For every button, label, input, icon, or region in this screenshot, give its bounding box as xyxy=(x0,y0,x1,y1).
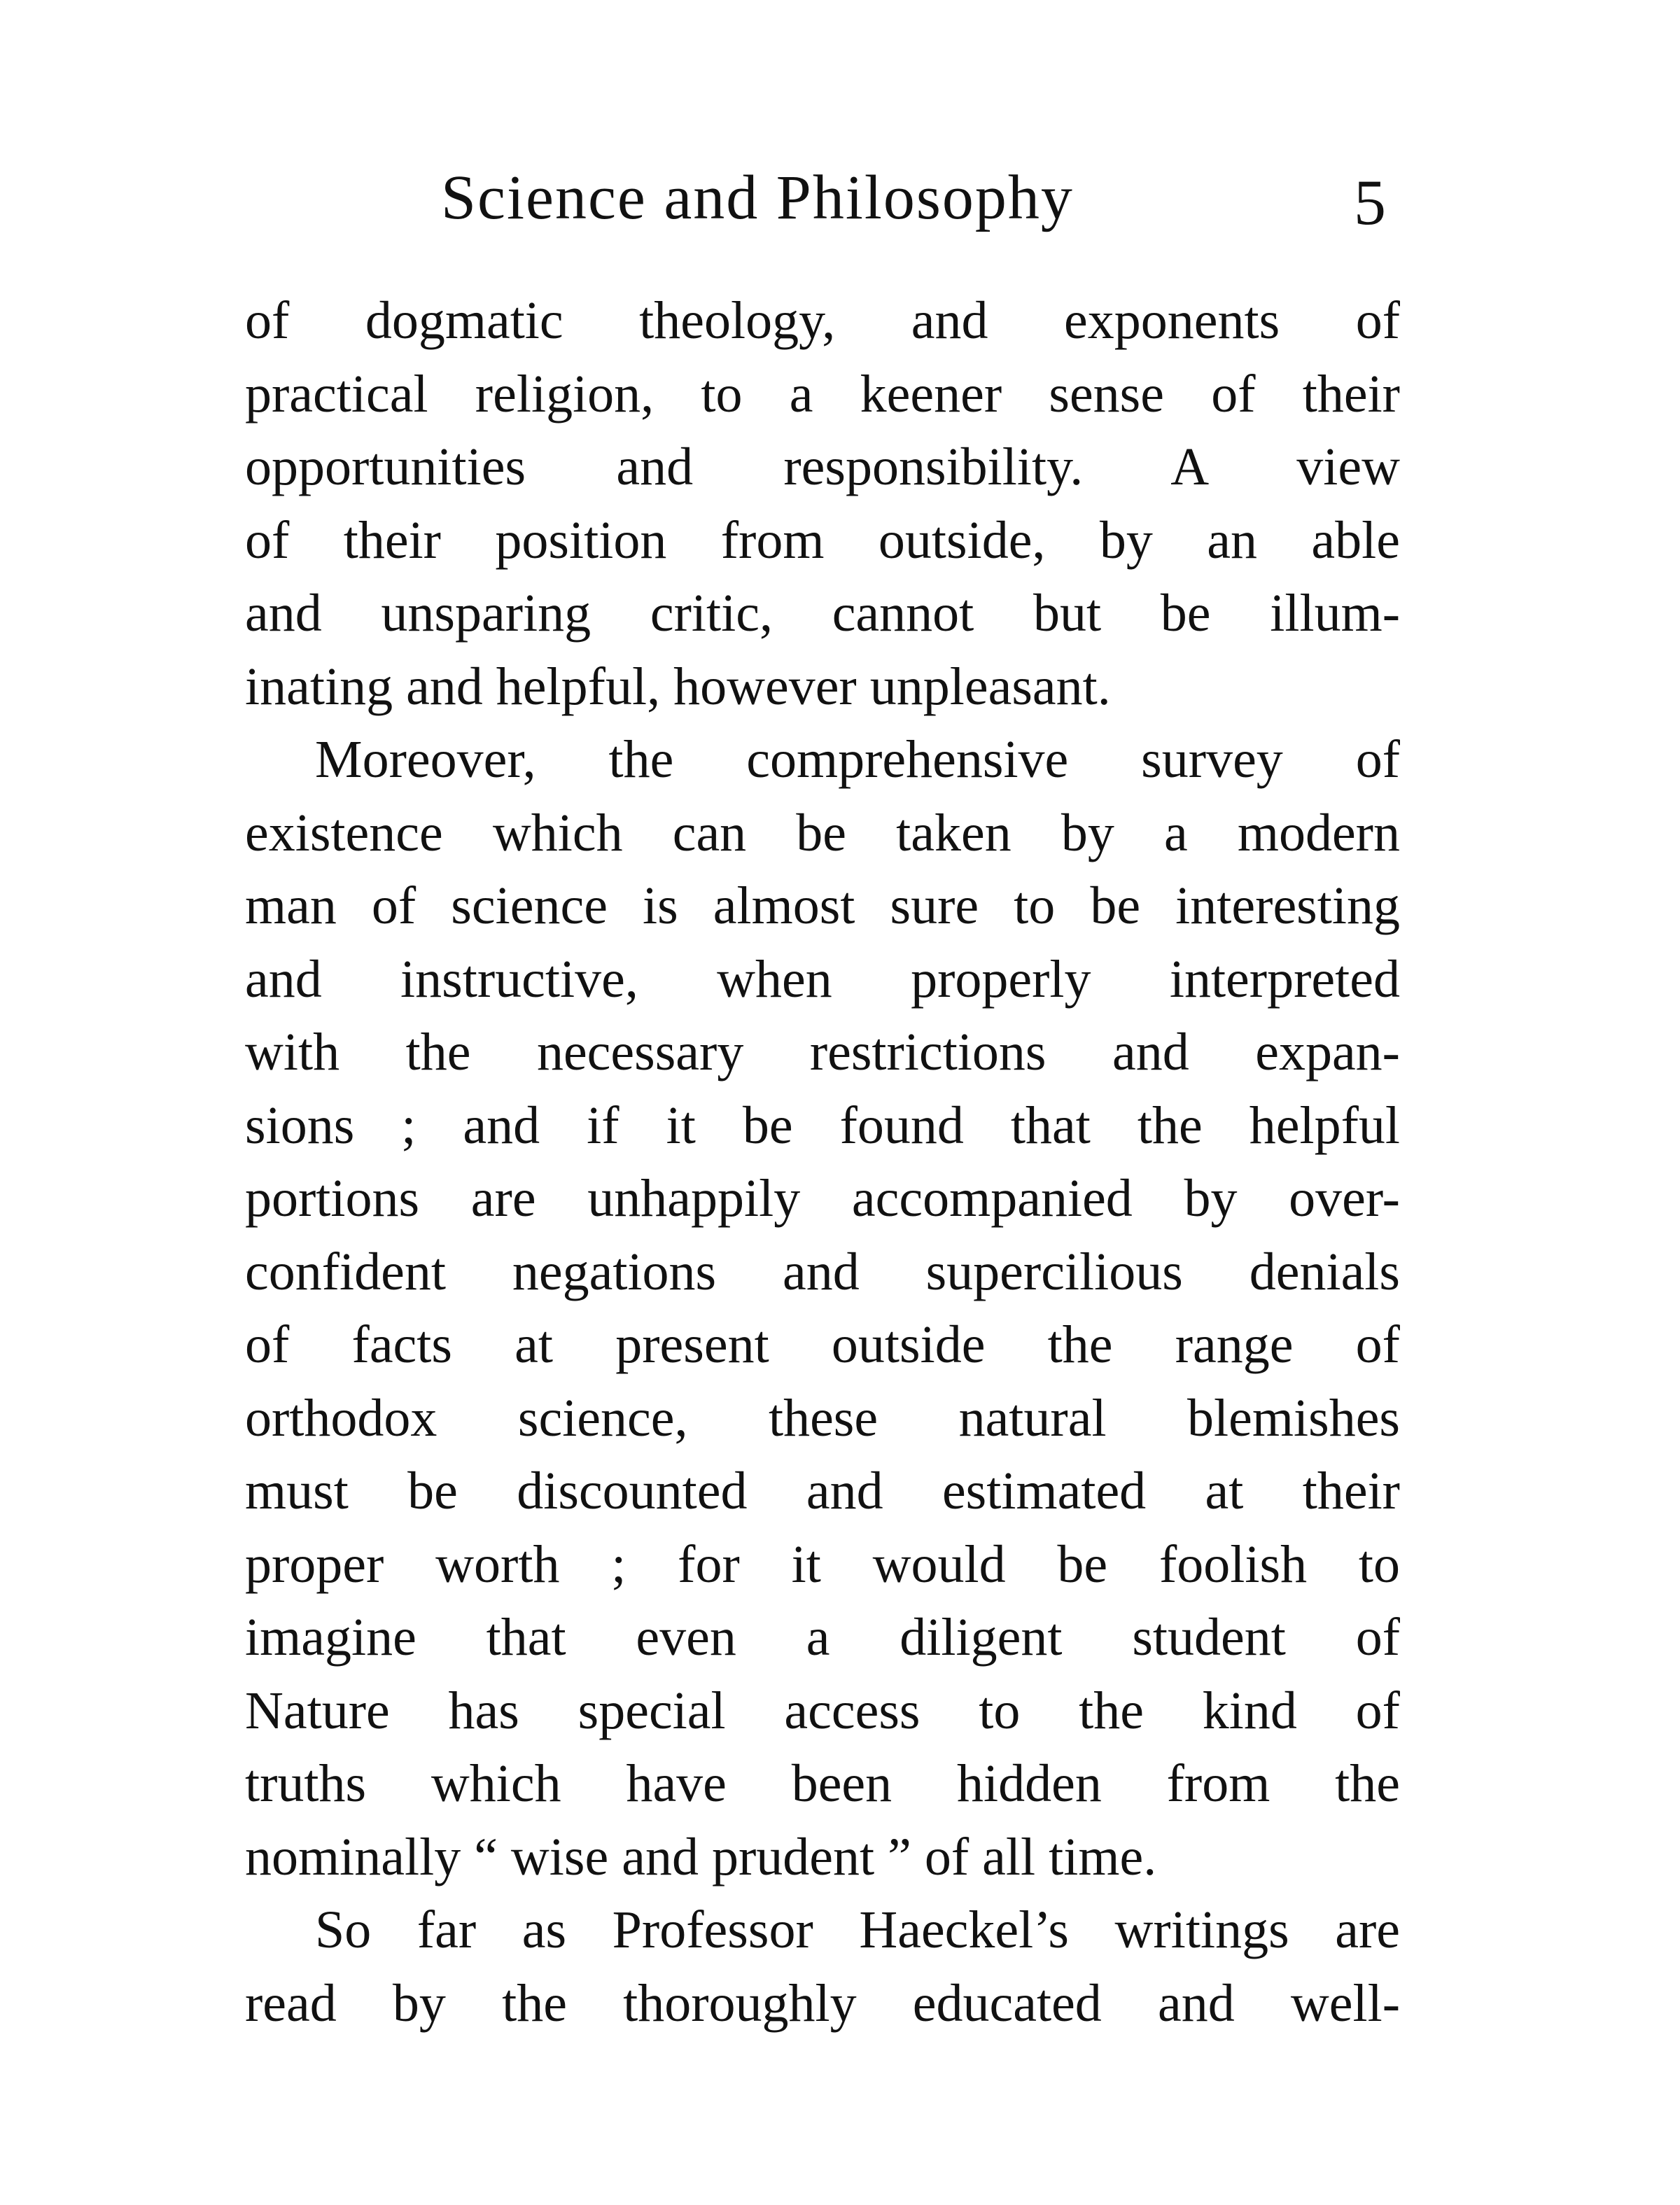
text-line: of their position from outside, by an able xyxy=(245,510,1400,570)
paragraph-start-line: Moreover, the comprehensive survey of xyxy=(315,730,1400,789)
text-line: must be discounted and estimated at their xyxy=(245,1462,1400,1520)
body-text xyxy=(245,284,1400,2040)
paragraph-start-line: So far as Professor Haeckel’s writings are xyxy=(315,1900,1400,1959)
text-line: man of science is almost sure to be interesting xyxy=(245,876,1400,935)
text-line: of dogmatic theology, and exponents of xyxy=(245,291,1400,350)
text-line: Nature has special access to the kind of xyxy=(245,1681,1400,1740)
running-head xyxy=(245,160,1400,237)
text-line: and instructive, when properly interpreted xyxy=(245,949,1400,1009)
text-line: existence which can be taken by a modern xyxy=(245,803,1400,862)
text-line: sions ; and if it be found that the helpful xyxy=(245,1096,1400,1155)
text-line: with the necessary restrictions and expan- xyxy=(245,1023,1400,1082)
text-line: orthodox science, these natural blemishes xyxy=(245,1388,1400,1448)
text-line: of facts at present outside the range of xyxy=(245,1315,1400,1374)
text-line: imagine that even a diligent student of xyxy=(245,1608,1400,1667)
text-line: read by the thoroughly educated and well- xyxy=(245,1973,1400,2033)
paragraph-end-line: inating and helpful, however unpleasant. xyxy=(245,657,1111,716)
text-line: opportunities and responsibility. A view xyxy=(245,438,1400,496)
paragraph-end-line: nominally “ wise and prudent ” of all time. xyxy=(245,1827,1157,1886)
page-number: 5 xyxy=(1354,167,1386,238)
text-line: proper worth ; for it would be foolish to xyxy=(245,1534,1400,1594)
running-title: Science and Philosophy xyxy=(441,163,1074,232)
text-line: portions are unhappily accompanied by over- xyxy=(245,1169,1400,1228)
text-line: and unsparing critic, cannot but be illum- xyxy=(245,584,1400,643)
text-line: confident negations and supercilious denials xyxy=(245,1242,1400,1301)
text-line: truths which have been hidden from the xyxy=(245,1754,1400,1813)
text-line: practical religion, to a keener sense of their xyxy=(245,364,1400,424)
